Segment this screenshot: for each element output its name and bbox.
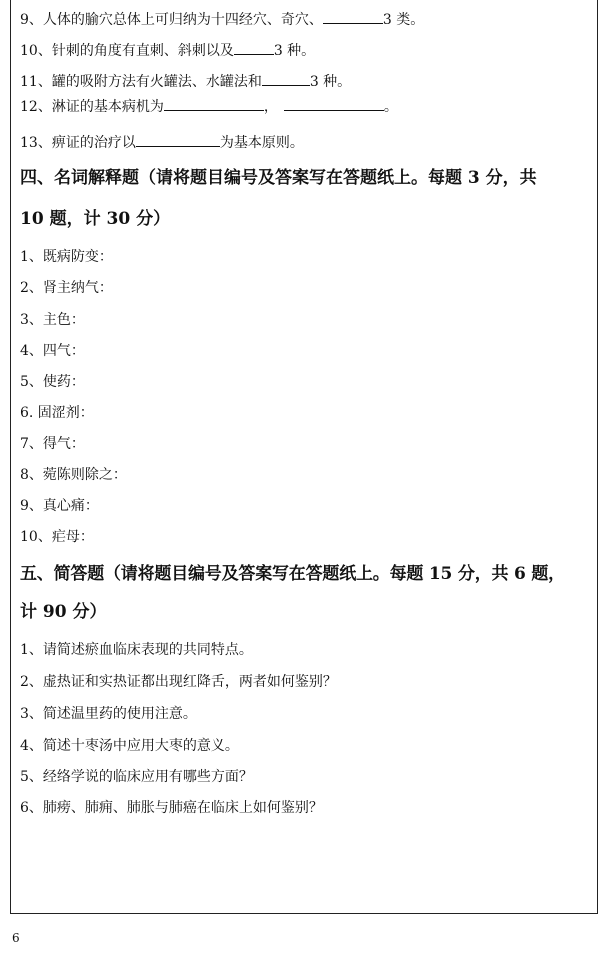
question-text: ，	[263, 99, 278, 115]
term-item: 3、主色：	[20, 312, 85, 328]
term-item: 9、真心痛：	[20, 498, 99, 514]
term-item: 7、得气：	[20, 436, 85, 452]
short-answer-item: 6、肺痨、肺痈、肺胀与肺癌在临床上如何鉴别？	[20, 800, 323, 816]
question-text: 11、罐的吸附方法有火罐法、水罐法和	[20, 74, 262, 90]
term-item: 2、肾主纳气：	[20, 280, 113, 296]
question-text: 9、人体的腧穴总体上可归纳为十四经穴、奇穴、	[20, 12, 323, 28]
term-item: 8、菀陈则除之：	[20, 467, 127, 483]
term-item: 10、疟母：	[20, 529, 94, 545]
page-number: 6	[12, 931, 20, 945]
short-answer-item: 1、请简述瘀血临床表现的共同特点。	[20, 642, 253, 658]
answer-blank[interactable]	[136, 132, 220, 147]
term-item: 5、使药：	[20, 374, 85, 390]
answer-blank[interactable]	[234, 40, 274, 55]
question-text: 为基本原则。	[219, 135, 304, 151]
section-5-heading-continued: 计 90 分）	[20, 602, 107, 622]
short-answer-item: 3、简述温里药的使用注意。	[20, 706, 197, 722]
short-answer-item: 5、经络学说的临床应用有哪些方面？	[20, 769, 253, 785]
fill-in-question-9	[20, 9, 424, 29]
short-answer-item: 4、简述十枣汤中应用大枣的意义。	[20, 738, 239, 754]
fill-in-question-12	[20, 96, 398, 116]
section-4-heading-continued: 10 题，计 30 分）	[20, 209, 171, 229]
section-4-heading: 四、名词解释题（请将题目编号及答案写在答题纸上。每题 3 分，共	[20, 168, 537, 188]
question-text: 3 类。	[382, 12, 425, 28]
section-5-heading: 五、简答题（请将题目编号及答案写在答题纸上。每题 15 分，共 6 题，	[20, 564, 565, 584]
question-text: 13、痹证的治疗以	[20, 135, 136, 151]
term-item: 6. 固涩剂：	[20, 405, 94, 421]
question-text: 12、淋证的基本病机为	[20, 99, 164, 115]
term-item: 4、四气：	[20, 343, 85, 359]
question-text: 10、针刺的角度有直刺、斜刺以及	[20, 43, 234, 59]
answer-blank[interactable]	[164, 96, 264, 111]
question-text: 。	[383, 99, 398, 115]
question-text: 3 种。	[273, 43, 316, 59]
answer-blank[interactable]	[323, 9, 383, 24]
answer-blank[interactable]	[262, 71, 310, 86]
fill-in-question-13	[20, 132, 304, 152]
term-item: 1、既病防变：	[20, 249, 113, 265]
fill-in-question-11	[20, 71, 351, 91]
answer-blank[interactable]	[284, 96, 384, 111]
fill-in-question-10	[20, 40, 315, 60]
short-answer-item: 2、虚热证和实热证都出现红降舌，两者如何鉴别？	[20, 674, 337, 690]
question-text: 3 种。	[309, 74, 352, 90]
